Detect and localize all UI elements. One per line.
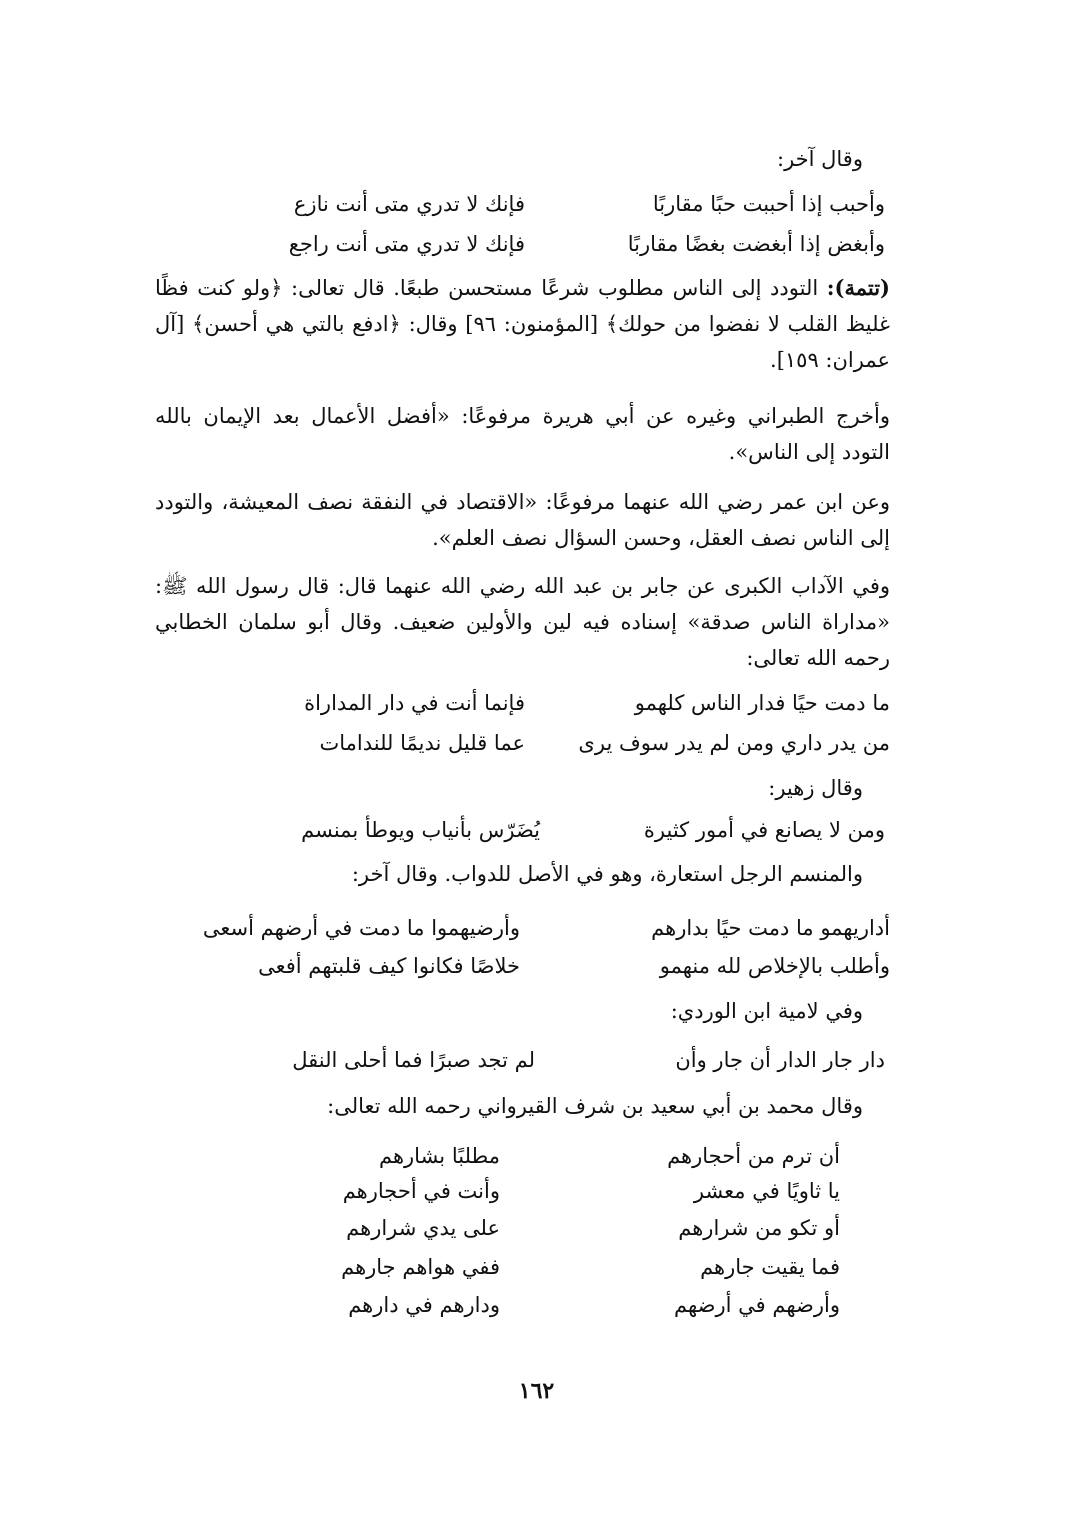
verse-first-half: فما يقيت جارهم (700, 1255, 840, 1279)
verse-second-half: على يدي شرارهم (346, 1216, 500, 1240)
verse-row (155, 187, 885, 221)
verse-first-half: ما دمت حيًا فدار الناس كلهمو (634, 691, 890, 715)
verse-row (155, 227, 885, 261)
tatimma-text: التودد إلى الناس مطلوب شرعًا مستحسن طبعًا. قال تعالى: ﴿ولو كنت فظًا غليظ القلب لا نفضوا من حولك﴾ [المؤمنون: ٩٦] وقال: ﴿ادفع بالتي هي أحسن﴾ [آل عمران: ١٥٩]. (155, 276, 890, 372)
heading-qayrawani: وقال محمد بن أبي سعيد بن شرف القيرواني رحمه الله تعالى: (327, 1094, 863, 1118)
verse-row (175, 686, 890, 720)
verse-row (235, 1139, 840, 1173)
verse-first-half: وأحبب إذا أحببت حبًا مقاربًا (652, 192, 885, 216)
verse-second-half: ودارهم في دارهم (348, 1293, 500, 1317)
verse-row (205, 1043, 885, 1077)
heading-lamiyya: وفي لامية ابن الوردي: (670, 999, 863, 1023)
verse-second-half: وأرضيهموا ما دمت في أرضهم أسعى (202, 916, 520, 940)
verse-second-half: ففي هواهم جارهم (341, 1255, 500, 1279)
tatimma-label: (تتمة): (826, 275, 890, 300)
page-number: ١٦٢ (518, 1378, 555, 1404)
verse-first-half: دار جار الدار أن جار وأن (675, 1048, 885, 1072)
verse-row (180, 949, 890, 983)
verse-row (175, 726, 890, 760)
paragraph-ibn-umar: وعن ابن عمر رضي الله عنهما مرفوعًا: «الاقتصاد في النفقة نصف المعيشة، والتودد إلى الناس نصف العقل، وحسن السؤال نصف العلم». (155, 490, 890, 550)
verse-first-half: من يدر داري ومن لم يدر سوف يرى (578, 731, 890, 755)
verse-first-half: وأبغض إذا أبغضت بغضًا مقاربًا (627, 232, 885, 256)
verse-first-half: أن ترم من أحجارهم (667, 1144, 840, 1168)
verse-row (205, 813, 885, 847)
tatimma-paragraph (155, 270, 890, 378)
verse-row (180, 911, 890, 945)
verse-second-half: يُضَرّس بأنياب ويوطأ بمنسم (301, 818, 540, 842)
paragraph-tabarani: وأخرج الطبراني وغيره عن أبي هريرة مرفوعًا: «أفضل الأعمال بعد الإيمان بالله التودد إلى الناس». (155, 404, 890, 464)
verse-first-half: يا ثاويًا في معشر (693, 1179, 840, 1203)
verse-second-half: فإنك لا تدري متى أنت راجع (288, 232, 525, 256)
verse-first-half: ومن لا يصانع في أمور كثيرة (643, 818, 885, 842)
verse-second-half: لم تجد صبرًا فما أحلى النقل (292, 1048, 535, 1072)
verse-first-half: أداريهمو ما دمت حيًا بدارهم (651, 916, 890, 940)
verse-first-half: أو تكو من شرارهم (678, 1216, 840, 1240)
paragraph-adab-kubra: وفي الآداب الكبرى عن جابر بن عبد الله رضي الله عنهما قال: قال رسول الله ﷺ: «مداراة الناس صدقة» إسناده فيه لين والأولين ضعيف. وقال أبو سلمان الخطابي رحمه الله تعالى: (155, 574, 890, 670)
heading-waqal-akhar: وقال آخر: (777, 147, 863, 171)
verse-first-half: وأطلب بالإخلاص لله منهمو (659, 954, 890, 978)
heading-waqal-zuhair: وقال زهير: (768, 776, 863, 800)
note-mansim: والمنسم الرجل استعارة، وهو في الأصل للدواب. وقال آخر: (351, 862, 863, 886)
verse-second-half: مطلبًا بشارهم (378, 1144, 500, 1168)
verse-row (235, 1288, 840, 1322)
verse-second-half: فإنك لا تدري متى أنت نازع (293, 192, 525, 216)
verse-second-half: فإنما أنت في دار المداراة (304, 691, 525, 715)
verse-second-half: وأنت في أحجارهم (342, 1179, 500, 1203)
verse-second-half: عما قليل نديمًا للندامات (319, 731, 525, 755)
verse-first-half: وأرضهم في أرضهم (674, 1293, 840, 1317)
verse-row (235, 1174, 840, 1208)
verse-row (235, 1211, 840, 1245)
verse-second-half: خلاصًا فكانوا كيف قلبتهم أفعى (258, 954, 520, 978)
verse-row (235, 1250, 840, 1284)
